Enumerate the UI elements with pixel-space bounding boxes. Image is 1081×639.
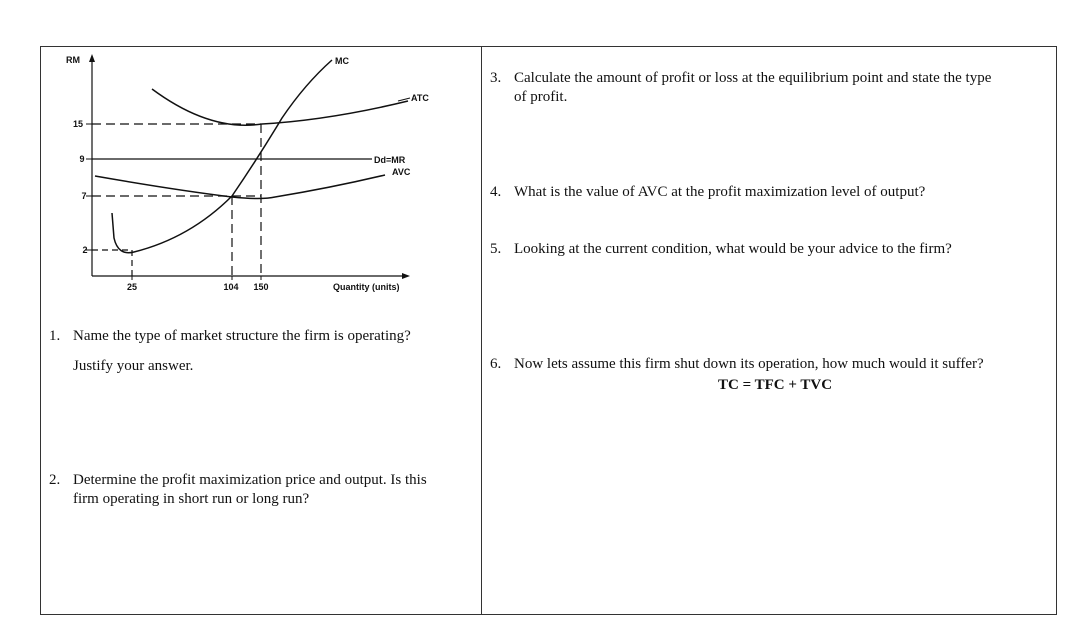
question-2-number: 2. xyxy=(49,472,61,488)
question-5-text: Looking at the current condition, what would be your advice to the firm? xyxy=(514,241,952,257)
x-tick-104: 104 xyxy=(223,282,239,292)
y-tick-2: 2 xyxy=(82,245,88,255)
question-1-text: Name the type of market structure the firm is operating? xyxy=(73,328,411,344)
atc-curve xyxy=(152,89,408,125)
question-4-text: What is the value of AVC at the profit maximization level of output? xyxy=(514,184,926,200)
x-axis-label: Quantity (units) xyxy=(333,282,400,292)
avc-label: AVC xyxy=(392,167,411,177)
y-tick-7: 7 xyxy=(81,191,87,201)
mc-label: MC xyxy=(335,56,349,66)
x-tick-25: 25 xyxy=(126,282,138,292)
y-axis-label: RM xyxy=(66,55,80,65)
dd-mr-label: Dd=MR xyxy=(374,155,406,165)
question-5-number: 5. xyxy=(490,241,502,257)
question-6-text: Now lets assume this firm shut down its operation, how much would it suffer? xyxy=(514,356,984,372)
x-axis-arrow xyxy=(402,273,410,279)
question-3-text-line2: of profit. xyxy=(514,89,568,105)
question-1-text-line2: Justify your answer. xyxy=(73,358,194,374)
y-axis-arrow xyxy=(89,54,95,62)
question-3-text: Calculate the amount of profit or loss at the equilibrium point and state the type xyxy=(514,70,992,86)
mc-curve xyxy=(112,60,332,253)
question-4-number: 4. xyxy=(490,184,502,200)
atc-label: ATC xyxy=(411,93,429,103)
question-3-number: 3. xyxy=(490,70,502,86)
atc-pointer xyxy=(398,98,410,101)
y-tick-15: 15 xyxy=(72,119,84,129)
question-2-text: Determine the profit maximization price and output. Is this xyxy=(73,472,427,488)
avc-curve xyxy=(95,175,385,199)
question-1-number: 1. xyxy=(49,328,61,344)
x-tick-150: 150 xyxy=(253,282,269,292)
total-cost-formula: TC = TFC + TVC xyxy=(718,377,833,393)
question-2-text-line2: firm operating in short run or long run? xyxy=(73,491,310,507)
y-tick-9: 9 xyxy=(79,154,85,164)
question-6-number: 6. xyxy=(490,356,502,372)
